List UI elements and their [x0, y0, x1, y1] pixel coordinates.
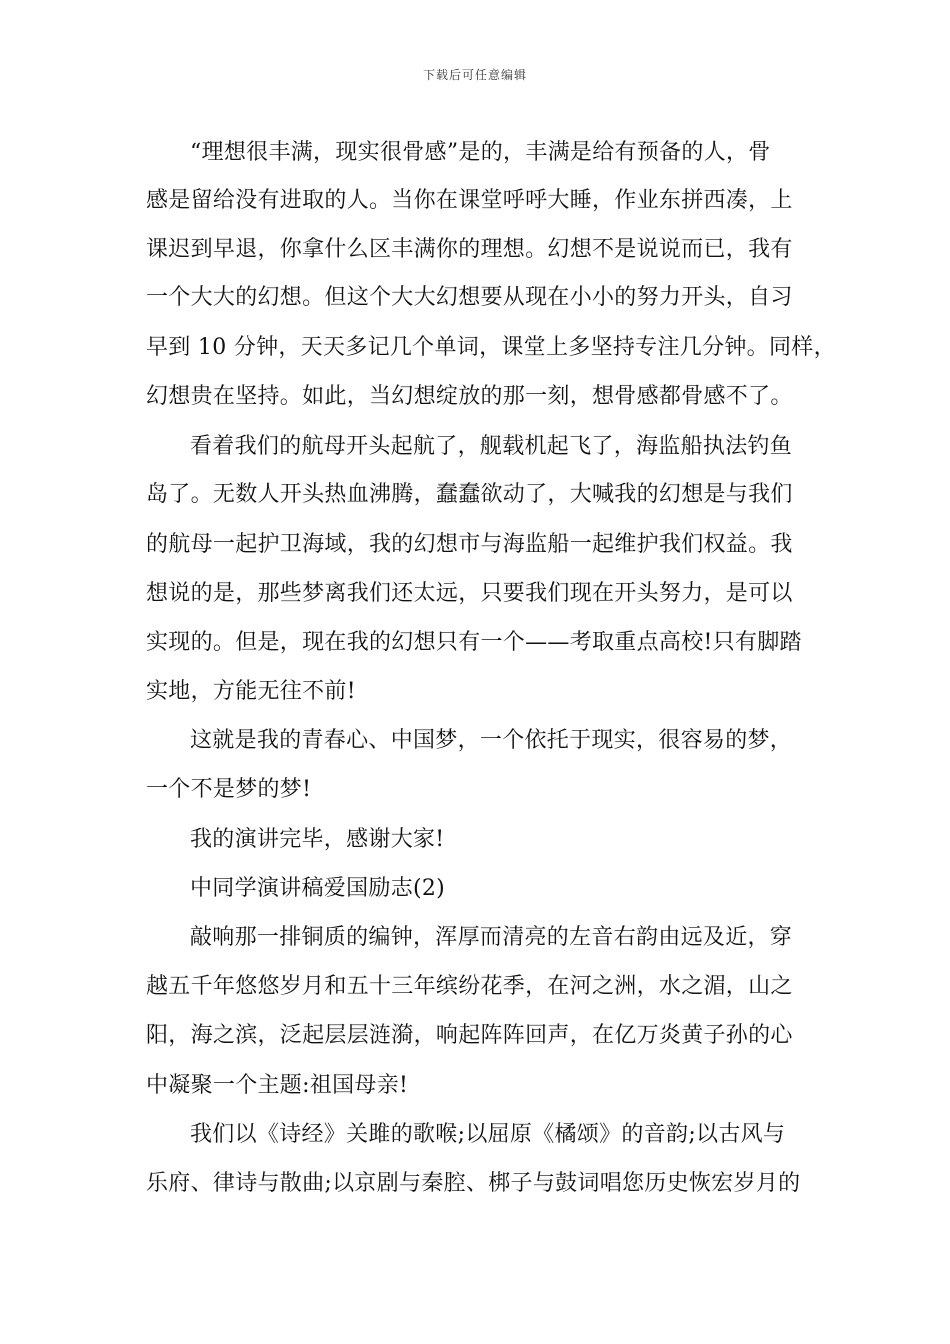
text-line: 越五千年悠悠岁月和五十三年缤纷花季，在河之洲，水之湄，山之 — [146, 974, 793, 999]
text-line: 想说的是，那些梦离我们还太远，只要我们现在开头努力，是可以 — [146, 581, 793, 606]
text-line: 实现的。但是，现在我的幻想只有一个——考取重点高校!只有脚踏 — [146, 630, 802, 655]
text-line: 乐府、律诗与散曲;以京剧与秦腔、梆子与鼓词唱您历史恢宏岁月的 — [146, 1171, 801, 1196]
text-line: 我的演讲完毕，感谢大家! — [190, 827, 445, 852]
text-line: 的航母一起护卫海域，我的幻想市与海监船一起维护我们权益。我 — [146, 532, 793, 557]
text-line: 感是留给没有进取的人。当你在课堂呼呼大睡，作业东拼西凑，上 — [146, 188, 793, 213]
text-line: 看着我们的航母开头起航了，舰载机起飞了，海监船执法钓鱼 — [190, 434, 793, 459]
text-line: 早到 10 分钟，天天多记几个单词，课堂上多坚持专注几分钟。同样， — [146, 335, 836, 360]
text-line: 一个大大的幻想。但这个大大幻想要从现在小小的努力开头，自习 — [146, 285, 793, 310]
text-line: 这就是我的青春心、中国梦，一个依托于现实，很容易的梦， — [190, 728, 793, 753]
section-heading: 中同学演讲稿爱国励志(2) — [190, 876, 446, 901]
text-line: 我们以《诗经》关雎的歌喉;以屈原《橘颂》的音韵;以古风与 — [190, 1122, 786, 1147]
text-line: 幻想贵在坚持。如此，当幻想绽放的那一刻，想骨感都骨感不了。 — [146, 384, 793, 409]
text-line: 课迟到早退，你拿什么区丰满你的理想。幻想不是说说而已，我有 — [146, 237, 793, 262]
text-line: 实地，方能无往不前! — [146, 679, 356, 704]
text-line: 阳，海之滨，泛起层层涟漪，响起阵阵回声，在亿万炎黄子孙的心 — [146, 1023, 793, 1048]
text-line: 中凝聚一个主题:祖国母亲! — [146, 1073, 409, 1098]
text-line: “理想很丰满，现实很骨感”是的，丰满是给有预备的人，骨 — [190, 140, 771, 165]
text-line: 一个不是梦的梦! — [146, 777, 312, 802]
text-line: 敲响那一排铜质的编钟，浑厚而清亮的左音右韵由远及近，穿 — [190, 925, 793, 950]
page-header: 下载后可任意编辑 — [422, 68, 527, 82]
text-line: 岛了。无数人开头热血沸腾，蠢蠢欲动了，大喊我的幻想是与我们 — [146, 482, 793, 507]
